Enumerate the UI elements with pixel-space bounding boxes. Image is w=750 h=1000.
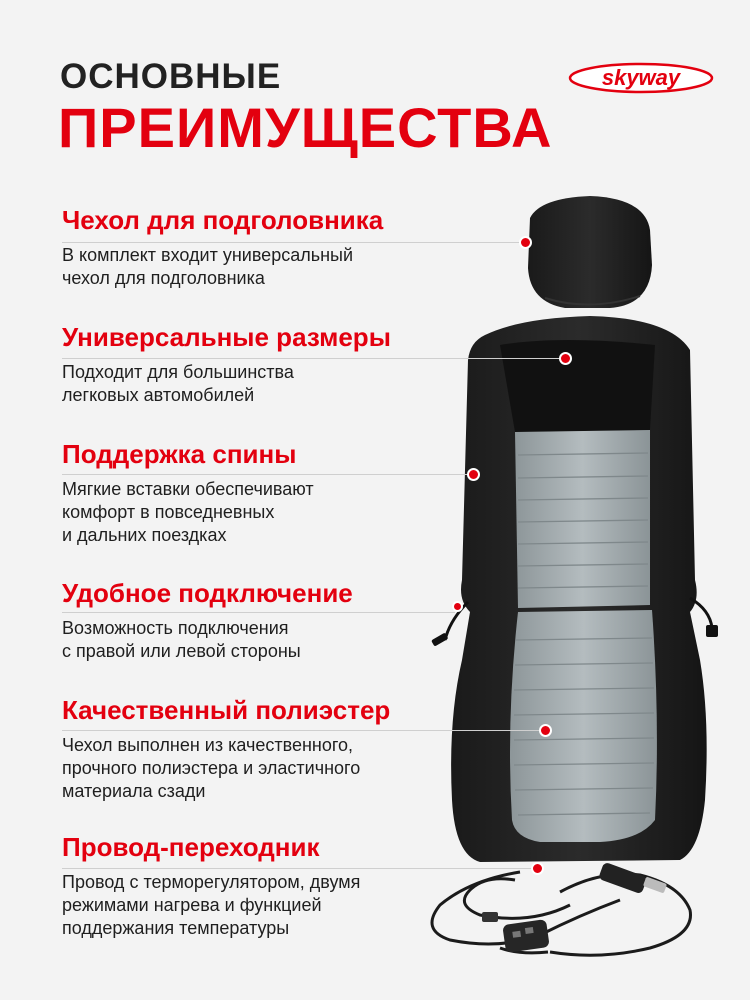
callout-dot [467,468,480,481]
feature-description [62,478,314,547]
feature-desc-line: чехол для подголовника [62,268,265,288]
skyway-logo [568,62,714,94]
callout-line [62,474,472,475]
feature-desc-line: В комплект входит универсальный [62,245,354,265]
feature-title: Качественный полиэстер [62,695,391,725]
feature-desc-line: комфорт в повседневных [62,502,275,522]
feature-description [62,244,383,290]
feature-connection [62,578,353,663]
feature-desc-line: материала сзади [62,781,206,801]
callout-dot [559,352,572,365]
callout-line [62,730,544,731]
feature-title: Поддержка спины [62,439,297,469]
callout-line [62,358,564,359]
feature-desc-line: Подходит для большинства [62,362,294,382]
feature-title: Чехол для подголовника [62,205,384,235]
feature-polyester [62,695,390,803]
feature-desc-line: Провод с терморегулятором, двумя [62,872,361,892]
feature-description [62,871,360,940]
callout-line [62,242,524,243]
feature-desc-line: Чехол выполнен из качественного, [62,735,354,755]
feature-title: Удобное подключение [62,578,353,608]
feature-description [62,617,353,663]
callout-dot [539,724,552,737]
feature-desc-line: прочного полиэстера и эластичного [62,758,361,778]
feature-headrest [62,205,383,290]
feature-adapter-cable [62,832,360,940]
feature-desc-line: режимами нагрева и функцией [62,895,322,915]
feature-desc-line: с правой или левой стороны [62,641,301,661]
feature-title: Провод-переходник [62,832,320,862]
cigarette-plug [598,862,667,895]
headrest-cover [528,196,652,308]
header-line-2: ПРЕИМУЩЕСТВА [58,96,553,159]
callout-dot [531,862,544,875]
feature-desc-line: поддержания температуры [62,918,290,938]
feature-back-support [62,439,314,547]
callout-line [62,612,455,613]
callout-line [62,868,536,869]
feature-desc-line: Возможность подключения [62,618,289,638]
feature-universal-size [62,322,391,407]
feature-description [62,734,390,803]
seat-backrest [451,316,707,862]
callout-dot [452,601,463,612]
header-line-1: ОСНОВНЫЕ [60,57,282,96]
skyway-logo-text: skyway [601,65,681,90]
feature-title: Универсальные размеры [62,322,391,352]
feature-description [62,361,391,407]
feature-desc-line: и дальних поездках [62,525,227,545]
feature-desc-line: легковых автомобилей [62,385,255,405]
callout-dot [519,236,532,249]
feature-desc-line: Мягкие вставки обеспечивают [62,479,314,499]
